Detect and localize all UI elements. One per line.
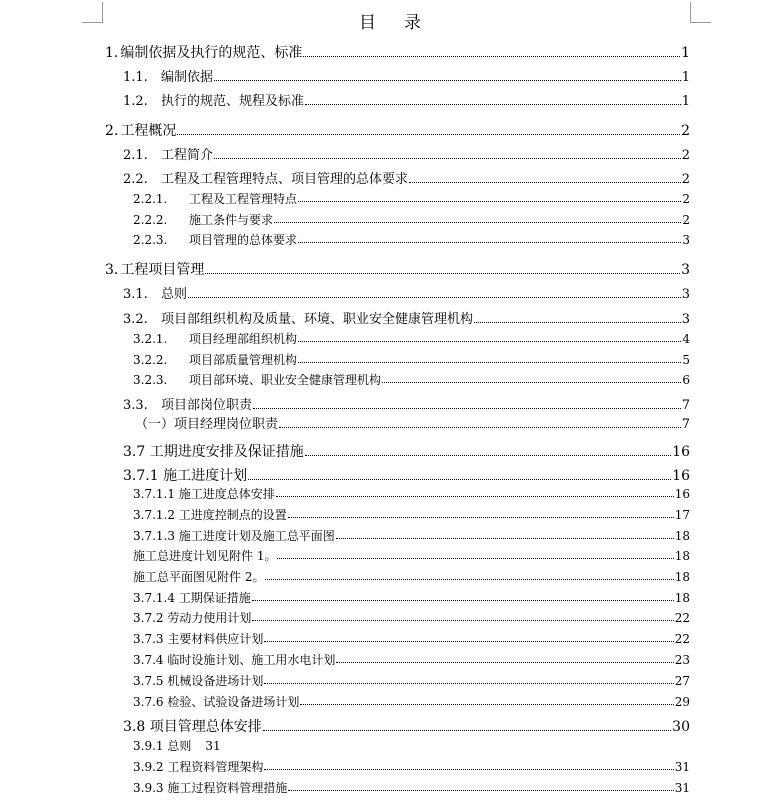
toc-entry-page-number: 3 <box>681 287 690 302</box>
toc-entry[interactable] <box>123 173 690 186</box>
toc-entry-number: 3.2.3. <box>133 373 168 387</box>
toc-dot-leader <box>177 133 680 135</box>
toc-title: 目录 <box>359 13 449 33</box>
toc-entry-page-number: 3 <box>681 262 690 278</box>
toc-entry-number: 3.3. <box>123 398 148 413</box>
toc-entry-page-number: 7 <box>681 417 690 432</box>
toc-entry-page-number: 6 <box>682 373 690 387</box>
toc-entry-page-number: 4 <box>682 332 690 346</box>
toc-entry-page-number: 22 <box>674 632 690 646</box>
toc-dot-leader <box>253 407 681 409</box>
toc-entry-title: 项目部质量管理机构 <box>189 353 298 367</box>
toc-dot-leader <box>214 79 681 81</box>
toc-dot-leader <box>305 454 671 456</box>
toc-entry-page-number: 31 <box>205 739 221 753</box>
toc-dot-leader <box>336 537 674 539</box>
toc-dot-leader <box>264 768 673 770</box>
toc-entry[interactable] <box>133 654 690 666</box>
toc-entry-page-number: 17 <box>674 508 690 522</box>
toc-entry-page-number: 1 <box>681 70 690 85</box>
toc-entry[interactable] <box>123 720 690 734</box>
toc-entry[interactable] <box>133 612 690 624</box>
toc-entry-page-number: 3 <box>681 312 690 327</box>
toc-dot-leader <box>305 103 681 105</box>
toc-entry-title: 3.7.4 临时设施计划、施工用水电计划 <box>133 653 336 667</box>
toc-entry[interactable] <box>133 530 690 542</box>
toc-entry-page-number: 31 <box>674 781 690 795</box>
toc-entry[interactable] <box>105 46 690 60</box>
toc-dot-leader <box>276 495 674 497</box>
toc-entry[interactable] <box>123 149 690 162</box>
toc-dot-leader <box>192 748 204 749</box>
toc-entry[interactable] <box>123 313 690 326</box>
toc-entry-page-number: 18 <box>674 570 690 584</box>
toc-entry-page-number: 2 <box>681 123 690 139</box>
toc-entry-number: 3.1. <box>123 287 148 302</box>
toc-entry[interactable] <box>123 95 690 108</box>
toc-entry-page-number: 2 <box>682 192 690 206</box>
toc-entry[interactable] <box>133 571 690 583</box>
toc-entry[interactable] <box>123 445 690 459</box>
toc-entry[interactable] <box>105 124 690 138</box>
toc-dot-leader <box>188 296 681 298</box>
toc-dot-leader <box>382 381 681 383</box>
toc-entry-title: 3.7.1.2 工进度控制点的设置 <box>133 508 287 522</box>
toc-entry[interactable] <box>133 488 690 500</box>
toc-dot-leader <box>264 682 673 684</box>
toc-entry-number: 2.1. <box>123 148 148 163</box>
toc-entry-title: 编制依据 <box>161 70 214 85</box>
toc-entry-page-number: 16 <box>672 444 690 460</box>
toc-entry-title: 项目部岗位职责 <box>161 398 253 413</box>
toc-entry-number: 1. <box>105 45 119 61</box>
toc-entry-title: 工程及工程管理特点、项目管理的总体要求 <box>161 172 409 187</box>
toc-dot-leader <box>298 340 681 342</box>
toc-dot-leader <box>298 241 681 243</box>
toc-entry[interactable] <box>133 214 690 226</box>
toc-entry[interactable] <box>133 675 690 687</box>
toc-entry-title: 3.7.1 施工进度计划 <box>123 468 248 484</box>
toc-entry[interactable] <box>133 550 690 562</box>
toc-entry-page-number: 23 <box>674 653 690 667</box>
toc-entry[interactable] <box>133 374 690 386</box>
toc-dot-leader <box>205 272 680 274</box>
toc-entry-page-number: 16 <box>672 468 690 484</box>
toc-entry[interactable] <box>135 418 690 431</box>
toc-entry-page-number: 5 <box>682 353 690 367</box>
toc-entry-title: 3.9.2 工程资料管理架构 <box>133 760 264 774</box>
toc-entry[interactable] <box>123 469 690 483</box>
toc-entry-page-number: 29 <box>674 695 690 709</box>
toc-entry[interactable] <box>133 509 690 521</box>
toc-dot-leader <box>274 221 681 223</box>
toc-entry-title: 3.7.2 劳动力使用计划 <box>133 611 252 625</box>
toc-entry-number: 1.2. <box>123 94 148 109</box>
toc-entry[interactable] <box>123 71 690 84</box>
toc-entry-number: 3.2.1. <box>133 332 168 346</box>
toc-dot-leader <box>336 661 673 663</box>
toc-dot-leader <box>263 729 671 731</box>
toc-entry-number: 1.1. <box>123 70 148 85</box>
toc-dot-leader <box>265 578 673 580</box>
toc-dot-leader <box>279 426 681 428</box>
toc-entry[interactable] <box>133 354 690 366</box>
toc-entry-number: 3.2. <box>123 312 148 327</box>
toc-entry[interactable] <box>133 633 690 645</box>
toc-entry-title: 项目管理的总体要求 <box>189 233 298 247</box>
toc-entry-number: 2.2.3. <box>133 233 168 247</box>
toc-entry-title: 工程简介 <box>161 148 214 163</box>
toc-entry-page-number: 2 <box>682 213 690 227</box>
toc-dot-leader <box>248 478 671 480</box>
toc-entry[interactable] <box>133 782 690 794</box>
toc-entry-page-number: 1 <box>681 45 690 61</box>
toc-entry[interactable] <box>133 592 690 604</box>
toc-entry-title: 项目部环境、职业安全健康管理机构 <box>189 373 382 387</box>
toc-entry-page-number: 3 <box>682 233 690 247</box>
toc-entry[interactable] <box>105 263 690 277</box>
toc-dot-leader <box>288 516 674 518</box>
toc-entry-page-number: 18 <box>674 549 690 563</box>
toc-entry-number: 3.2.2. <box>133 353 168 367</box>
toc-dot-leader <box>298 200 681 202</box>
toc-entry-page-number: 2 <box>681 148 690 163</box>
toc-dot-leader <box>264 640 673 642</box>
toc-entry-title: 总则 <box>161 287 188 302</box>
toc-entry-title: 项目经理部组织机构 <box>189 332 298 346</box>
toc-entry[interactable] <box>133 234 690 246</box>
toc-entry-page-number: 22 <box>674 611 690 625</box>
toc-entry-number: 2. <box>105 123 119 139</box>
toc-entry-number: 2.2.1. <box>133 192 168 206</box>
toc-entry-title: 执行的规范、规程及标准 <box>161 94 305 109</box>
toc-entry-page-number: 7 <box>681 398 690 413</box>
toc-entry[interactable] <box>133 696 690 708</box>
toc-dot-leader <box>303 55 680 57</box>
toc-entry-title: 工程及工程管理特点 <box>189 192 298 206</box>
toc-entry-page-number: 18 <box>674 591 690 605</box>
toc-entry-title: 3.7.6 检验、试验设备进场计划 <box>133 695 300 709</box>
toc-dot-leader <box>277 557 673 559</box>
toc-dot-leader <box>409 181 681 183</box>
toc-entry-page-number: 27 <box>674 674 690 688</box>
toc-entry[interactable] <box>133 761 690 773</box>
toc-entry-title: （一）项目经理岗位职责 <box>135 417 279 432</box>
toc-entry-page-number: 31 <box>674 760 690 774</box>
toc-dot-leader <box>214 157 681 159</box>
toc-entry-page-number: 30 <box>672 719 690 735</box>
toc-entry-page-number: 16 <box>674 487 690 501</box>
toc-dot-leader <box>252 619 673 621</box>
toc-dot-leader <box>300 703 673 705</box>
toc-dot-leader <box>252 599 674 601</box>
toc-entry-title: 施工条件与要求 <box>189 213 274 227</box>
toc-entry-number: 2.2.2. <box>133 213 168 227</box>
toc-entry-title: 3.7 工期进度安排及保证措施 <box>123 444 304 460</box>
toc-entry[interactable] <box>133 333 690 345</box>
toc-entry-title: 3.7.1.4 工期保证措施 <box>133 591 251 605</box>
toc-entry-title: 3.7.3 主要材料供应计划 <box>133 632 264 646</box>
toc-dot-leader <box>298 361 681 363</box>
toc-entry-page-number: 2 <box>681 172 690 187</box>
toc-entry-title: 工程概况 <box>120 123 177 139</box>
toc-entry[interactable] <box>123 399 690 412</box>
toc-entry-title: 3.7.5 机械设备进场计划 <box>133 674 264 688</box>
toc-entry-title: 3.7.1.1 施工进度总体安排 <box>133 487 275 501</box>
toc-entry[interactable] <box>123 288 690 301</box>
toc-entry[interactable] <box>133 193 690 205</box>
toc-entry-title: 施工总进度计划见附件 1。 <box>133 549 277 563</box>
toc-entry-title: 3.9.3 施工过程资料管理措施 <box>133 781 288 795</box>
toc-entry-page-number: 18 <box>674 529 690 543</box>
toc-entry-number: 2.2. <box>123 172 148 187</box>
toc-dot-leader <box>288 789 673 791</box>
toc-entry-title: 编制依据及执行的规范、标准 <box>120 45 303 61</box>
toc-entry[interactable] <box>133 740 221 752</box>
toc-entry-title: 项目部组织机构及质量、环境、职业安全健康管理机构 <box>161 312 474 327</box>
toc-entry-title: 施工总平面图见附件 2。 <box>133 570 265 584</box>
toc-entry-title: 3.9.1 总则 <box>133 739 192 753</box>
toc-entry-number: 3. <box>105 262 119 278</box>
toc-entry-title: 工程项目管理 <box>120 262 205 278</box>
toc-entry-title: 3.8 项目管理总体安排 <box>123 719 262 735</box>
toc-entry-title: 3.7.1.3 施工进度计划及施工总平面图 <box>133 529 335 543</box>
toc-entry-page-number: 1 <box>681 94 690 109</box>
toc-dot-leader <box>474 321 681 323</box>
